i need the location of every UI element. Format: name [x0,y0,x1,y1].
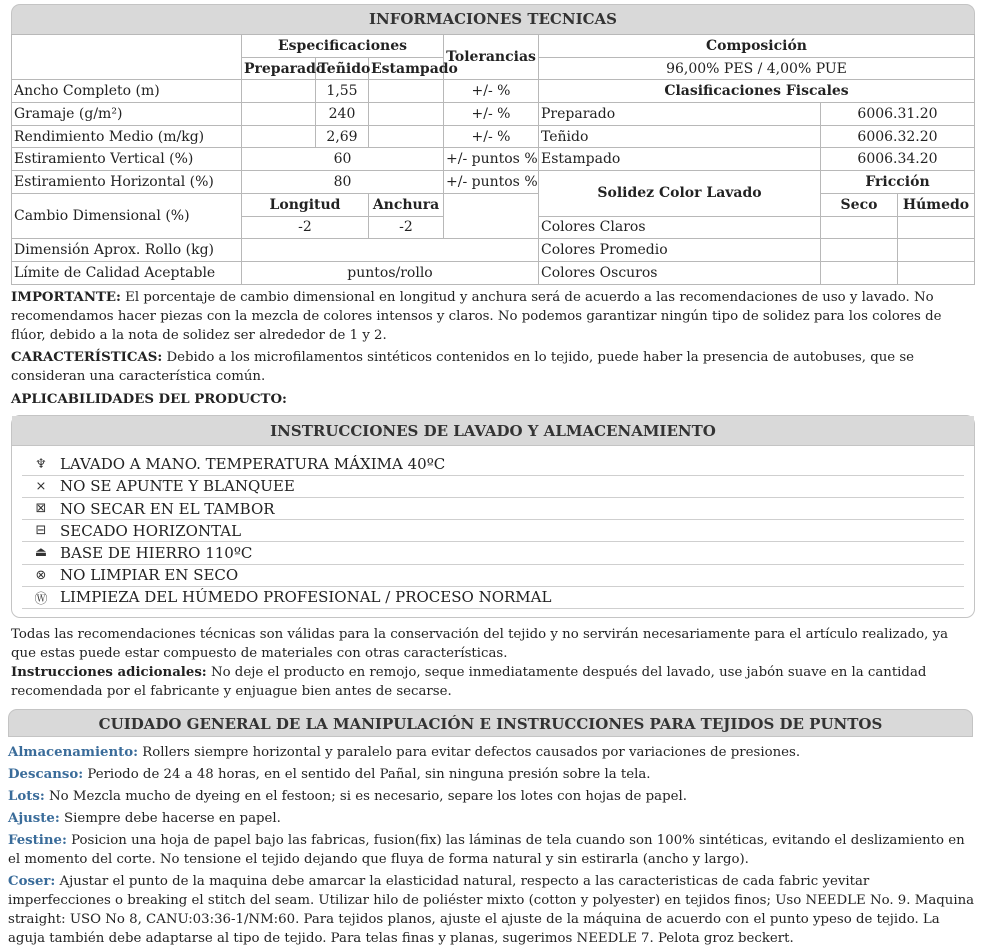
colores-label: Colores Claros [539,216,821,239]
humedo-header: Húmedo [898,193,975,216]
row-label: Estiramiento Vertical (%) [12,148,242,171]
list-item: Festine: Posicion una hoja de papel bajo las fabricas, fusion(fix) las láminas de tela cuando son 100% sintéticas, evitando el deslizamiento en el momento del corte. No tensione el tejido dejando que fluya de forma natural y sin estirarla (ancho y largo). [8,832,965,867]
limite-value: puntos/rollo [242,261,539,284]
clasificaciones-header: Clasificaciones Fiscales [539,80,975,103]
colores-label: Colores Promedio [539,239,821,262]
row-label: Estiramiento Horizontal (%) [12,171,242,194]
fiscal-label: Estampado [539,148,821,171]
list-item: Coser: Ajustar el punto de la maquina debe amarcar la elasticidad natural, respecto a las caracteristicas de cada fabric yevitar imperfecciones o breaking el stitch del seam. Utilizar hilo de poliéster mixto (cotton y polyester) en tejidos finos; Uso NEEDLE No. 9. Maquina straight: USO No 8, CANU:03:36-1/NM:60. Para tejidos planos, ajuste el ajuste de la máquina de acuerdo con el punto ypeso de tejido. La aguja también debe adaptarse al tipo de tejido. Para telas finas y planas, sugerimos NEEDLE 7. Pelota groz beckert. [8,873,975,946]
iron-icon: ⏏ [34,545,48,561]
tech-table [11,34,975,285]
list-item: ♆ LAVADO A MANO. TEMPERATURA MÁXIMA 40ºC [22,454,964,476]
row-value: 2,69 [316,125,369,148]
list-item: ⊠ NO SECAR EN EL TAMBOR [22,498,964,520]
fiscal-code: 6006.32.20 [821,125,975,148]
row-tolerance: +/- % [444,80,539,103]
fiscal-code: 6006.34.20 [821,148,975,171]
list-item: ⊟ SECADO HORIZONTAL [22,520,964,542]
fiscal-label: Teñido [539,125,821,148]
seco-header: Seco [821,193,898,216]
tech-section-title: INFORMACIONES TECNICAS [11,4,975,34]
fiscal-code: 6006.31.20 [821,103,975,126]
row-label: Rendimiento Medio (m/kg) [12,125,242,148]
list-item: Descanso: Periodo de 24 a 48 horas, en el sentido del Pañal, sin ninguna presión sobre la tela. [8,766,651,782]
list-item: ⊗ NO LIMPIAR EN SECO [22,565,964,587]
aplicabilidades-heading: APLICABILIDADES DEL PRODUCTO: [11,391,287,407]
wet-clean-icon: Ⓦ [34,591,48,607]
recomendaciones-note: Todas las recomendaciones técnicas son válidas para la conservación del tejido y no servirán necesariamente para el artículo realizado, ya que estas puede estar compuesto de materiales con otras características. [11,626,949,661]
wash-list [12,446,974,609]
cambio-dimensional-label: Cambio Dimensional (%) [12,193,242,238]
friccion-header: Fricción [821,171,975,194]
solidez-header: Solidez Color Lavado [539,171,821,216]
tolerancias-header: Tolerancias [444,35,539,80]
no-dry-clean-icon: ⊗ [35,567,47,583]
wash-instructions-panel [11,415,975,618]
estampado-header: Estampado [369,57,444,80]
wash-section-title: INSTRUCCIONES DE LAVADO Y ALMACENAMIENTO [12,416,974,446]
colores-label: Colores Oscuros [539,261,821,284]
row-value: 240 [316,103,369,126]
preparado-header: Preparado [242,57,316,80]
importante-note: IMPORTANTE: El porcentaje de cambio dimensional en longitud y anchura será de acuerdo a las recomendaciones de uso y lavado. No recomendamos hacer piezas con la mezcla de colores intensos y claros. No podemos garantizar ningún tipo de solidez para los colores de flúor, debido a la nota de solidez ser alrededor de 1 y 2. [11,289,942,343]
row-tolerance: +/- % [444,125,539,148]
no-tumble-dry-icon: ⊠ [35,501,47,517]
row-value: 80 [242,171,444,194]
row-tolerance: +/- % [444,103,539,126]
list-item: Ajuste: Siempre debe hacerse en papel. [8,810,281,826]
anchura-header: Anchura [369,193,444,216]
tenido-header: Teñido [316,57,369,80]
rollo-label: Dimensión Aprox. Rollo (kg) [12,239,242,262]
row-tolerance: +/- puntos % [444,148,539,171]
composicion-value: 96,00% PES / 4,00% PUE [539,57,975,80]
hand-wash-icon: ♆ [35,456,47,472]
row-value: 1,55 [316,80,369,103]
composicion-header: Composición [539,35,975,58]
list-item: Almacenamiento: Rollers siempre horizontal y paralelo para evitar defectos causados por variaciones de presiones. [8,744,801,760]
adicionales-note: Instrucciones adicionales: No deje el producto en remojo, seque inmediatamente después del lavado, use jabón suave en la cantidad recomendada por el fabricante y enjuague bien antes de secarse. [11,664,927,699]
list-item: Ⓦ LIMPIEZA DEL HÚMEDO PROFESIONAL / PROCESO NORMAL [22,587,964,609]
list-item: ⨯ NO SE APUNTE Y BLANQUEE [22,476,964,498]
limite-label: Límite de Calidad Aceptable [12,261,242,284]
row-label: Ancho Completo (m) [12,80,242,103]
general-section-title: CUIDADO GENERAL DE LA MANIPULACIÓN E INSTRUCCIONES PARA TEJIDOS DE PUNTOS [8,709,973,737]
caracteristicas-note: CARACTERÍSTICAS: Debido a los microfilamentos sintéticos contenidos en lo tejido, puede haber la presencia de autobuses, que se consideran una característica común. [11,349,915,384]
longitud-header: Longitud [242,193,369,216]
especificaciones-header: Especificaciones [242,35,444,58]
general-care-list [8,743,975,948]
no-bleach-icon: ⨯ [35,478,47,494]
flat-dry-icon: ⊟ [35,523,47,539]
anchura-value: -2 [369,216,444,239]
row-label: Gramaje (g/m²) [12,103,242,126]
row-tolerance: +/- puntos % [444,171,539,194]
longitud-value: -2 [242,216,369,239]
row-value: 60 [242,148,444,171]
list-item: ⏏ BASE DE HIERRO 110ºC [22,542,964,564]
fiscal-label: Preparado [539,103,821,126]
list-item: Lots: No Mezcla mucho de dyeing en el festoon; si es necesario, separe los lotes con hojas de papel. [8,788,687,804]
